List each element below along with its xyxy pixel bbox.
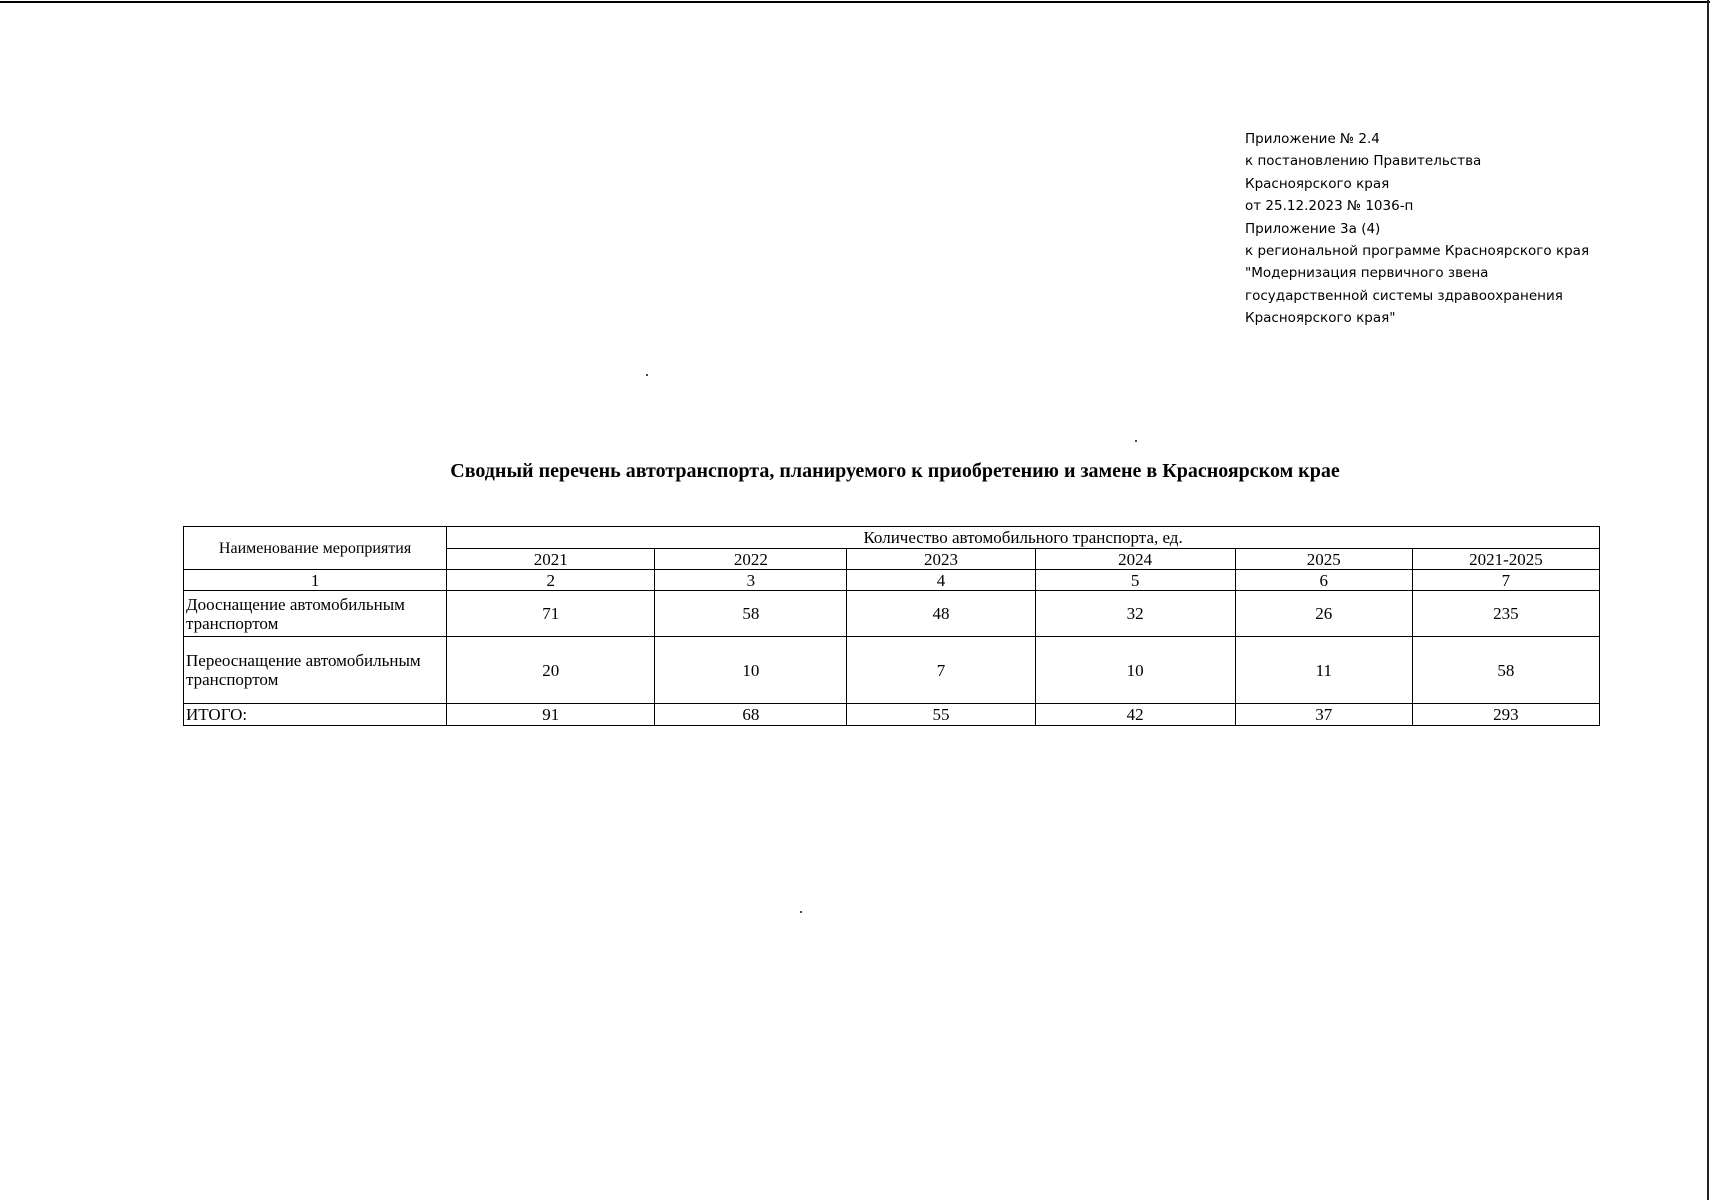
- row-name-additional-equipment: Дооснащение автомобильным транспортом: [184, 591, 447, 637]
- column-header-group: Количество автомобильного транспорта, ед.: [447, 527, 1600, 549]
- total-row: [184, 704, 1600, 726]
- scan-speck: [1135, 440, 1137, 442]
- table-row: [184, 591, 1600, 637]
- annex-line: от 25.12.2023 № 1036-п: [1245, 198, 1414, 215]
- annex-line: "Модернизация первичного звена: [1245, 265, 1489, 282]
- table-cell: 55: [847, 704, 1035, 726]
- column-header-name: Наименование мероприятия: [184, 527, 447, 570]
- table-cell: 10: [655, 637, 847, 704]
- column-index-row: [184, 570, 1600, 591]
- table-cell: 20: [447, 637, 655, 704]
- column-header-year: 2023: [847, 549, 1035, 570]
- row-name-re-equipment: Переоснащение автомобильным транспортом: [184, 637, 447, 704]
- table-cell: 42: [1035, 704, 1235, 726]
- table-cell: 7: [847, 637, 1035, 704]
- column-index: 2: [447, 570, 655, 591]
- annex-line: Приложение № 2.4: [1245, 131, 1380, 147]
- table-cell-total: 235: [1412, 591, 1599, 637]
- table-cell: 68: [655, 704, 847, 726]
- table-cell: 32: [1035, 591, 1235, 637]
- scan-top-border: [0, 1, 1710, 3]
- table-cell: 71: [447, 591, 655, 637]
- column-index: 3: [655, 570, 847, 591]
- column-index: 5: [1035, 570, 1235, 591]
- header-row-group: [184, 527, 1600, 549]
- annex-line: к региональной программе Красноярского края: [1245, 243, 1590, 260]
- document-title: Сводный перечень автотранспорта, планируемого к приобретению и замене в Красноярском крае: [450, 460, 1340, 482]
- table-cell-total: 293: [1412, 704, 1599, 726]
- table-cell: 91: [447, 704, 655, 726]
- annex-line: к постановлению Правительства: [1245, 153, 1482, 170]
- scan-speck: [800, 911, 802, 913]
- table-cell: 26: [1235, 591, 1412, 637]
- table-cell: 58: [655, 591, 847, 637]
- table-row: [184, 637, 1600, 704]
- annex-line: Приложение 3а (4): [1245, 220, 1381, 237]
- annex-line: государственной системы здравоохранения: [1245, 287, 1563, 304]
- table-cell: 48: [847, 591, 1035, 637]
- scan-speck: [646, 374, 648, 376]
- annex-header: [1245, 128, 1589, 330]
- table-cell: 37: [1235, 704, 1412, 726]
- row-name-total: ИТОГО:: [184, 704, 447, 726]
- column-header-year: 2021: [447, 549, 655, 570]
- column-header-year-total: 2021-2025: [1412, 549, 1599, 570]
- column-index: 1: [184, 570, 447, 591]
- column-index: 7: [1412, 570, 1599, 591]
- column-header-year: 2022: [655, 549, 847, 570]
- table-cell-total: 58: [1412, 637, 1599, 704]
- column-header-year: 2025: [1235, 549, 1412, 570]
- column-index: 6: [1235, 570, 1412, 591]
- vehicle-summary-table: [183, 526, 1600, 726]
- column-index: 4: [847, 570, 1035, 591]
- table-cell: 10: [1035, 637, 1235, 704]
- column-header-year: 2024: [1035, 549, 1235, 570]
- annex-line: Красноярского края: [1245, 175, 1390, 192]
- scan-right-border: [1707, 0, 1709, 1200]
- table-cell: 11: [1235, 637, 1412, 704]
- annex-line: Красноярского края": [1245, 310, 1396, 327]
